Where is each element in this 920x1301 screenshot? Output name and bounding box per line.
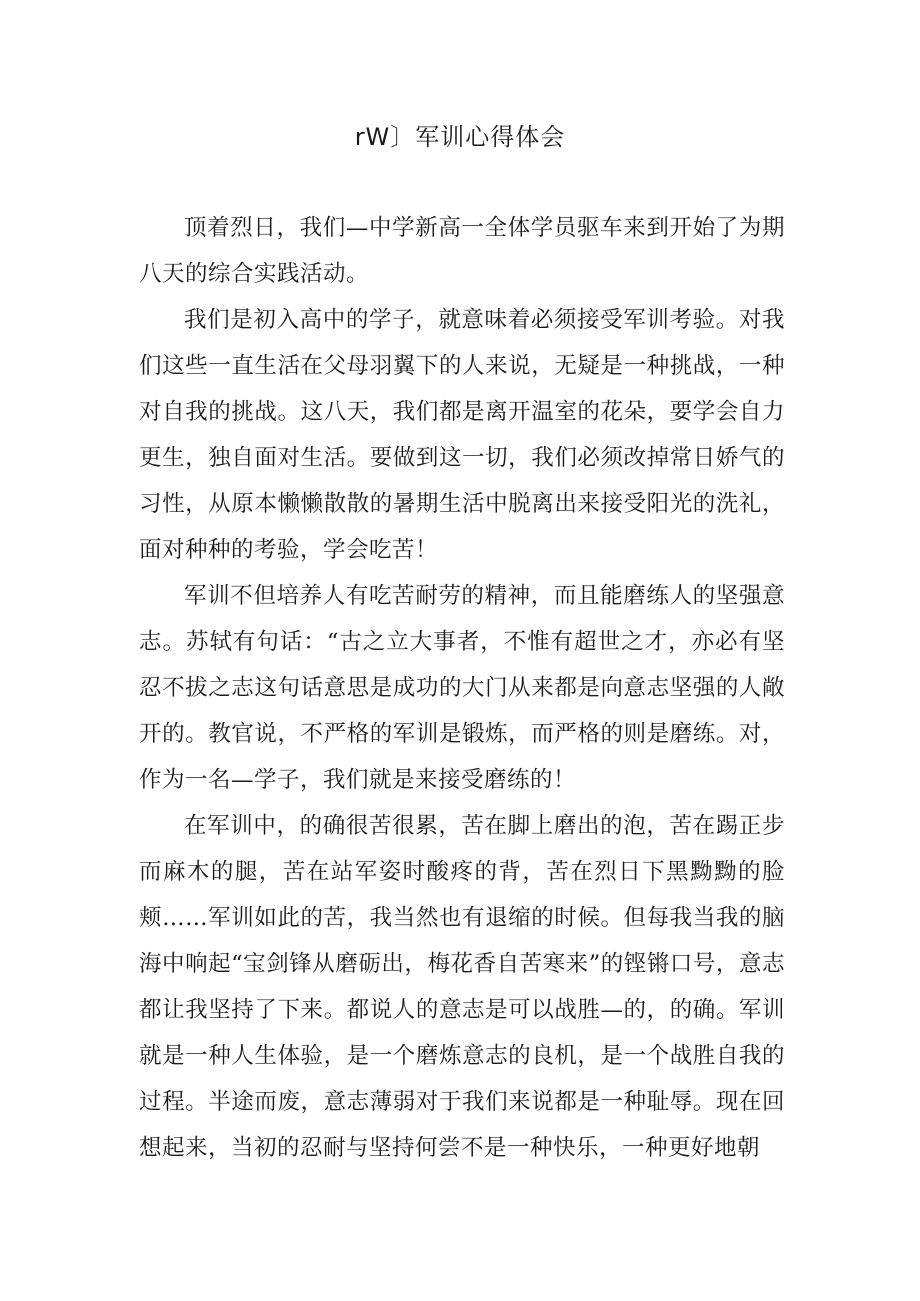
paragraph: 在军训中，的确很苦很累，苦在脚上磨出的泡，苦在踢正步而麻木的腿，苦在站军姿时酸疼的背，苦在烈日下黑黝黝的脸颊……军训如此的苦，我当然也有退缩的时候。但每我当我的脑海中响起“宝剑锋从磨砺出，梅花香自苦寒来”的铿锵口号，意志都让我坚持了下来。都说人的意志是可以战胜—的，的确。军训就是一种人生体验，是一个磨炼意志的良机，是一个战胜自我的过程。半途而废，意志薄弱对于我们来说都是一种耻辱。现在回想起来，当初的忍耐与坚持何尝不是一种快乐，一种更好地朝 bbox=[139, 813, 785, 1161]
paragraph: 军训不但培养人有吃苦耐劳的精神，而且能磨练人的坚强意志。苏轼有句话：“古之立大事者，不惟有超世之才，亦必有坚忍不拔之志这句话意思是成功的大门从来都是向意志坚强的人敞开的。教官说，不严格的军训是锻炼，而严格的则是磨练。对，作为一名—学子，我们就是来接受磨练的！ bbox=[139, 583, 785, 793]
paragraph: 顶着烈日，我们—中学新高一全体学员驱车来到开始了为期八天的综合实践活动。 bbox=[139, 215, 785, 287]
paragraph: 我们是初入高中的学子，就意味着必须接受军训考验。对我们这些一直生活在父母羽翼下的人来说，无疑是一种挑战，一种对自我的挑战。这八天，我们都是离开温室的花朵，要学会自力更生，独自面对生活。要做到这一切，我们必须改掉常日娇气的习性，从原本懒懒散散的暑期生活中脱离出来接受阳光的洗礼，面对种种的考验，学会吃苦！ bbox=[139, 307, 785, 563]
document-body bbox=[139, 205, 785, 1171]
document-title: rW〕军训心得体会 bbox=[354, 123, 566, 151]
